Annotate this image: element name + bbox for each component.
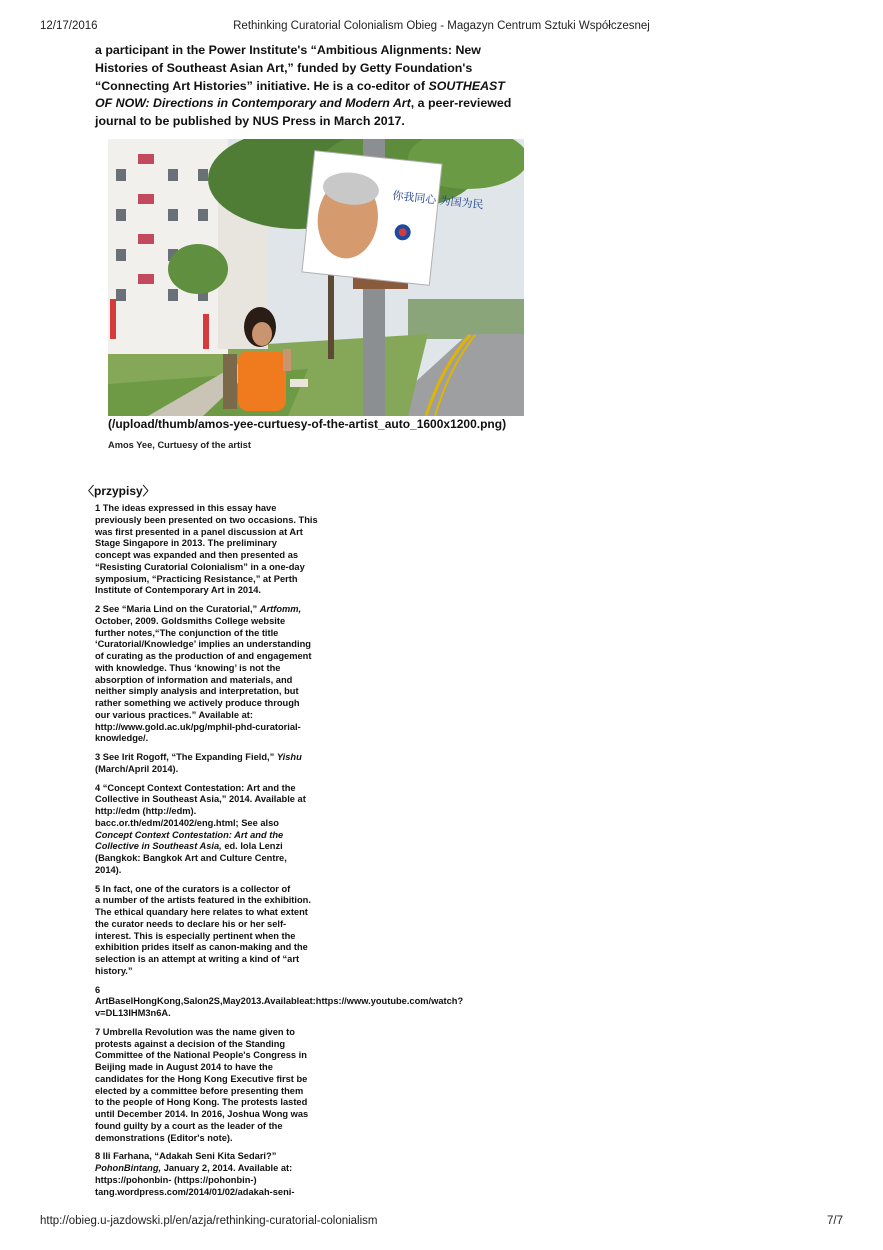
article-photo[interactable] xyxy=(108,139,524,416)
image-path-link[interactable]: (/upload/thumb/amos-yee-curtuesy-of-the-artist_auto_1600x1200.png) xyxy=(108,417,507,431)
footnotes-list xyxy=(95,503,464,1205)
footnote-2: 2 See “Maria Lind on the Curatorial,” Artfomm, October, 2009. Goldsmiths College website further notes,“The conjunction of the title ‘Curatorial/Knowledge’ implies an understanding of curating as the production of and engagement with knowledge. Thus ‘knowing’ is not the absorption of information and materials, and neither simply analysis and interpretation, but rather something we actively produce through our various practices.” Available at: http://www.gold.ac.uk/pg/mphil-phd-curatorial- knowledge/. xyxy=(95,604,312,744)
footnote-3: 3 See Irit Rogoff, “The Expanding Field,” Yishu (March/April 2014). xyxy=(95,752,302,774)
footnote-1: 1 The ideas expressed in this essay have previously been presented on two occasions. This was first presented in a panel discussion at Art Stage Singapore in 2013. The preliminary concept was expanded and then presented as “Resisting Curatorial Colonialism” in a one-day symposium, “Practicing Resistance,” at Perth Institute of Contemporary Art in 2014. xyxy=(95,503,318,596)
print-footer xyxy=(40,1215,843,1231)
journal-title: SOUTHEAST OF NOW: Directions in Contemporary and Modern Art xyxy=(95,78,505,111)
footnote-7: 7 Umbrella Revolution was the name given to protests against a decision of the Standing Committee of the National People's Congress in Beijing made in August 2014 to have the candidates for the Hong Kong Executive first be elected by a committee before presenting them to the people of Hong Kong. The protests lasted until December 2014. In 2016, Joshua Wong was found guilty by a court as the leader of the demonstrations (Editor's note). xyxy=(95,1026,309,1143)
footnote-6: 6 ArtBaselHongKong,Salon2S,May2013.Availableat:https://www.youtube.com/watch? v=DL13IHM3n6A. xyxy=(95,984,464,1018)
print-url: http://obieg.u-jazdowski.pl/en/azja/rethinking-curatorial-colonialism xyxy=(40,1215,378,1227)
footnote-8: 8 Ili Farhana, “Adakah Seni Kita Sedari?” PohonBintang, January 2, 2014. Available at: https://pohonbin- (https://pohonbin-) tang.wordpress.com/2014/01/02/adakah-seni- xyxy=(95,1151,295,1197)
page-number: 7/7 xyxy=(827,1215,843,1227)
print-header xyxy=(40,20,843,36)
print-date: 12/17/2016 xyxy=(40,20,98,32)
photo-illustration xyxy=(108,139,524,416)
footnotes-toggle[interactable]: 〈przypisy〉 xyxy=(82,484,155,498)
author-bio-paragraph xyxy=(95,42,515,131)
poster-slogan: 你我同心 为国为民 xyxy=(391,189,485,212)
footnote-4: 4 “Concept Context Contestation: Art and the Collective in Southeast Asia,” 2014. Available at http://edm (http://edm). bacc.or.th/edm/201402/eng.html; See also Concept Context Contestation: Art and the Collective in Southeast Asia, ed. Iola Lenzi (Bangkok: Bangkok Art and Culture Centre, 2014). xyxy=(95,782,306,875)
footnote-5: 5 In fact, one of the curators is a collector of a number of the artists featured in the exhibition. The ethical quandary here relates to what extent the curator needs to declare his or her self- interest. This is especially pertinent when the exhibition prides itself as canon-making and the selection is an attempt at writing a kind of “art history.” xyxy=(95,883,311,976)
bio-text-start: a participant in the Power Institute's “Ambitious Alignments: New Histories of Southeast Asian Art,” funded by Getty Foundation's “Connecting Art Histories” initiative. He is a co-editor of xyxy=(95,43,481,93)
bio-text-end: , a peer-reviewed journal to be published by NUS Press in March 2017. xyxy=(95,96,512,129)
print-page-title: Rethinking Curatorial Colonialism Obieg - Magazyn Centrum Sztuki Współczesnej xyxy=(233,20,650,32)
image-caption: Amos Yee, Curtuesy of the artist xyxy=(108,440,251,450)
